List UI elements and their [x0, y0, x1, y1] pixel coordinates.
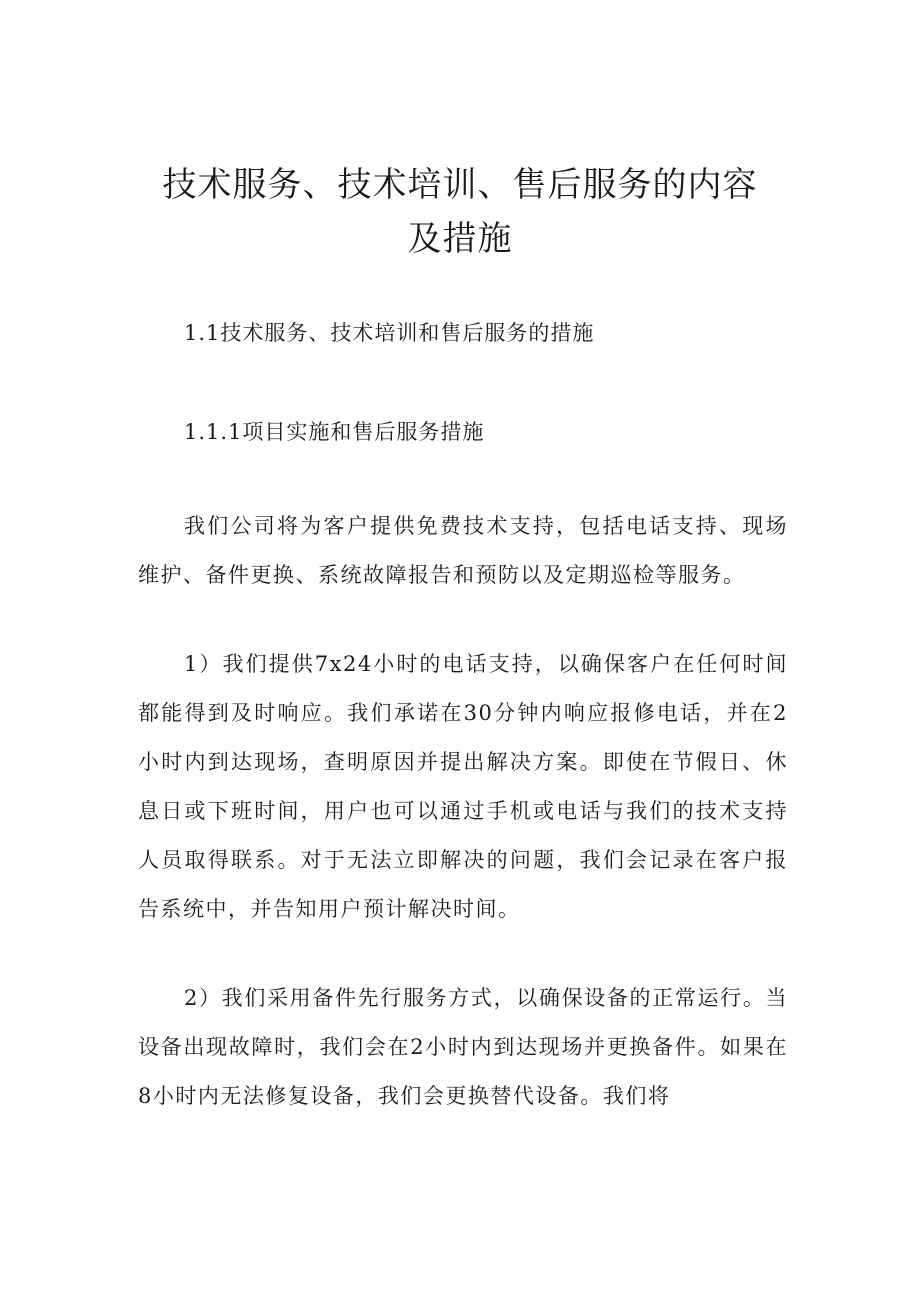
paragraph-spare-parts: 2）我们采用备件先行服务方式，以确保设备的正常运行。当设备出现故障时，我们会在2小时内到达现场并更换备件。如果在8小时内无法修复设备，我们会更换替代设备。我们将: [138, 986, 788, 1108]
document-title: 技术服务、技术培训、售后服务的内容及措施: [162, 165, 758, 259]
paragraph-phone-support: 1）我们提供7x24小时的电话支持，以确保客户在任何时间都能得到及时响应。我们承诺在30分钟内响应报修电话，并在2小时内到达现场，查明原因并提出解决方案。即使在节假日、休息日或下班时间，用户也可以通过手机或电话与我们的技术支持人员取得联系。对于无法立即解决的问题，我们会记录在客户报告系统中，并告知用户预计解决时间。: [138, 652, 788, 921]
paragraph-intro: 我们公司将为客户提供免费技术支持，包括电话支持、现场维护、备件更换、系统故障报告和预防以及定期巡检等服务。: [138, 514, 788, 587]
section-heading: 1.1技术服务、技术培训和售后服务的措施: [184, 321, 595, 345]
subsection-heading: 1.1.1项目实施和售后服务措施: [184, 420, 485, 444]
